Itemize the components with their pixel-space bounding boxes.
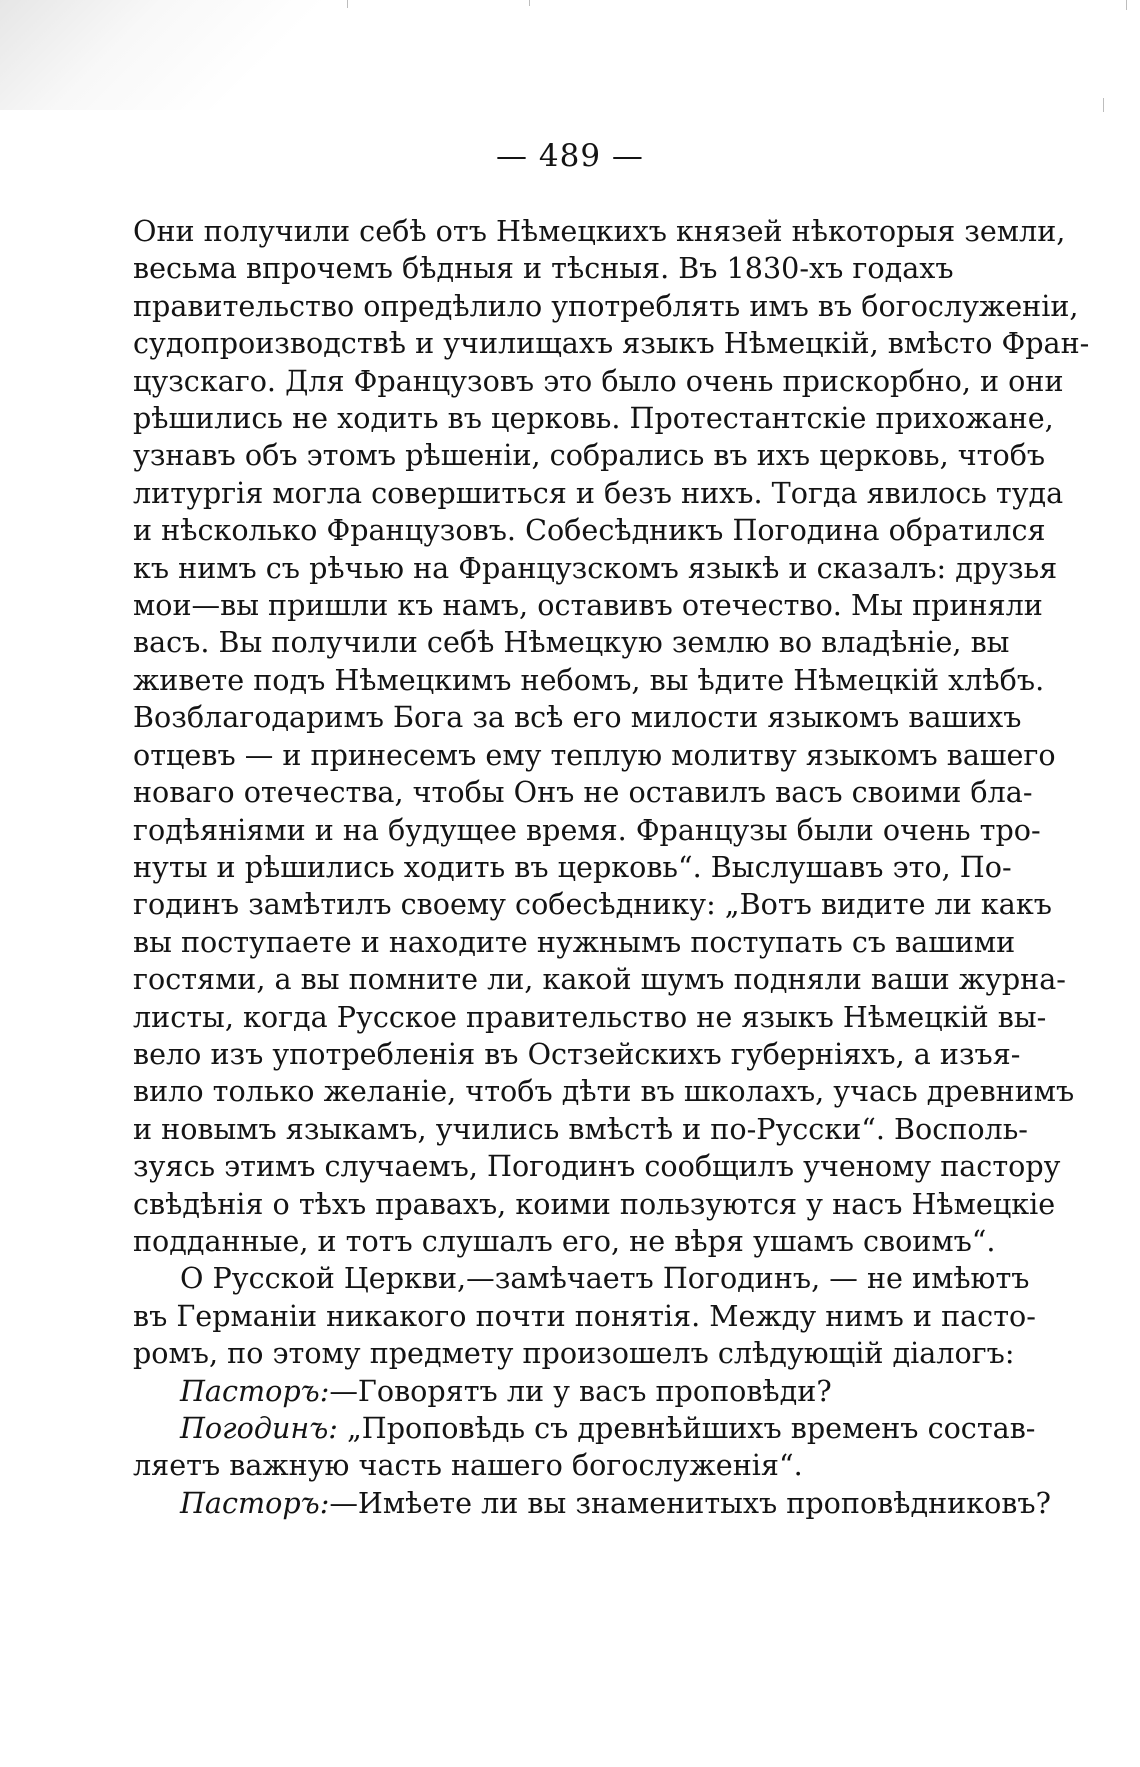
dialogue-line-2	[133, 1410, 1036, 1485]
text-line: вело изъ употребленія въ Остзейскихъ губерніяхъ, а изъя-	[133, 1036, 1021, 1071]
scan-edge-mark	[1103, 98, 1104, 112]
text-line: и новымъ языкамъ, учились вмѣстѣ и по-Русски“. Восполь-	[133, 1111, 1028, 1146]
text-line	[133, 1485, 1051, 1522]
speaker-label: Погодинъ:	[180, 1411, 338, 1445]
text-line: къ нимъ съ рѣчью на Французскомъ языкѣ и сказалъ: друзья	[133, 550, 1058, 585]
text-line: въ Германіи никакого почти понятія. Между нимъ и пасто-	[133, 1298, 1036, 1333]
scan-edge-mark	[529, 0, 530, 6]
text-line: Они получили себѣ отъ Нѣмецкихъ князей нѣкоторыя земли,	[133, 214, 1066, 248]
text-line: О Русской Церкви,—замѣчаетъ Погодинъ, — не имѣютъ	[180, 1261, 1030, 1296]
speech-text: —Говорятъ ли у васъ проповѣди?	[329, 1373, 832, 1408]
text-line: подданные, и тотъ слушалъ его, не вѣря ушамъ своимъ“.	[133, 1223, 996, 1258]
speaker-label: Пасторъ:	[180, 1485, 330, 1520]
speech-text: „Проповѣдь съ древнѣйшихъ временъ состав-	[337, 1411, 1036, 1445]
text-line: зуясь этимъ случаемъ, Погодинъ сообщилъ ученому пастору	[133, 1149, 1061, 1184]
dialogue-line-3	[133, 1485, 1051, 1522]
text-line: вило только желаніе, чтобъ дѣти въ школахъ, учась древнимъ	[133, 1074, 1075, 1109]
paragraph-1	[133, 213, 1090, 1260]
text-line: мои—вы пришли къ намъ, оставивъ отечество. Мы приняли	[133, 588, 1043, 623]
text-line: живете подъ Нѣмецкимъ небомъ, вы ѣдите Нѣмецкій хлѣбъ.	[133, 662, 1045, 697]
text-line: васъ. Вы получили себѣ Нѣмецкую землю во владѣніе, вы	[133, 625, 1010, 660]
page-number: — 489 —	[496, 138, 644, 174]
text-line: нуты и рѣшились ходить въ церковь“. Выслушавъ это, По-	[133, 849, 1012, 884]
text-line: гостями, а вы помните ли, какой шумъ подняли ваши журна-	[133, 962, 1066, 997]
text-line: свѣдѣнія о тѣхъ правахъ, коими пользуются у насъ Нѣмецкіе	[133, 1186, 1056, 1221]
page-body	[133, 213, 1090, 1522]
text-line: отцевъ — и принесемъ ему теплую молитву языкомъ вашего	[133, 737, 1056, 772]
text-line: годѣяніями и на будущее время. Французы были очень тро-	[133, 812, 1041, 847]
text-line: ляетъ важную часть нашего богослуженія“.	[133, 1448, 803, 1483]
text-line: весьма впрочемъ бѣдныя и тѣсныя. Въ 1830-хъ годахъ	[133, 251, 954, 286]
text-line: литургія могла совершиться и безъ нихъ. Тогда явилось туда	[133, 475, 1064, 510]
text-line	[133, 1373, 943, 1410]
paragraph-2	[133, 1260, 1036, 1372]
text-line: листы, когда Русское правительство не языкъ Нѣмецкій вы-	[133, 999, 1047, 1034]
text-line: узнавъ объ этомъ рѣшеніи, собрались въ ихъ церковь, чтобъ	[133, 438, 1046, 473]
scan-shadow	[0, 0, 360, 110]
text-line: ромъ, по этому предмету произошелъ слѣдующій діалогъ:	[133, 1336, 1015, 1371]
text-line	[133, 1410, 1036, 1447]
speech-text: —Имѣете ли вы знаменитыхъ проповѣдниковъ?	[329, 1485, 1051, 1520]
text-line: судопроизводствѣ и училищахъ языкъ Нѣмецкій, вмѣсто Фран-	[133, 326, 1090, 361]
text-line: Возблагодаримъ Бога за всѣ его милости языкомъ вашихъ	[133, 700, 1022, 735]
text-line: правительство опредѣлило употреблять имъ въ богослуженіи,	[133, 288, 1079, 323]
text-line: и нѣсколько Французовъ. Собесѣдникъ Погодина обратился	[133, 513, 1046, 548]
text-line: цузскаго. Для Французовъ это было очень прискорбно, и они	[133, 363, 1064, 398]
text-line: рѣшились не ходить въ церковь. Протестантскіе прихожане,	[133, 401, 1054, 436]
scan-edge-mark	[347, 0, 348, 8]
scan-edge-mark	[1126, 0, 1127, 10]
text-line: годинъ замѣтилъ своему собесѣднику: „Вотъ видите ли какъ	[133, 887, 1052, 922]
text-line: новаго отечества, чтобы Онъ не оставилъ васъ своими бла-	[133, 775, 1033, 810]
speaker-label: Пасторъ:	[180, 1373, 330, 1408]
text-line: вы поступаете и находите нужнымъ поступать съ вашими	[133, 924, 1016, 959]
dialogue-line-1	[133, 1373, 943, 1410]
